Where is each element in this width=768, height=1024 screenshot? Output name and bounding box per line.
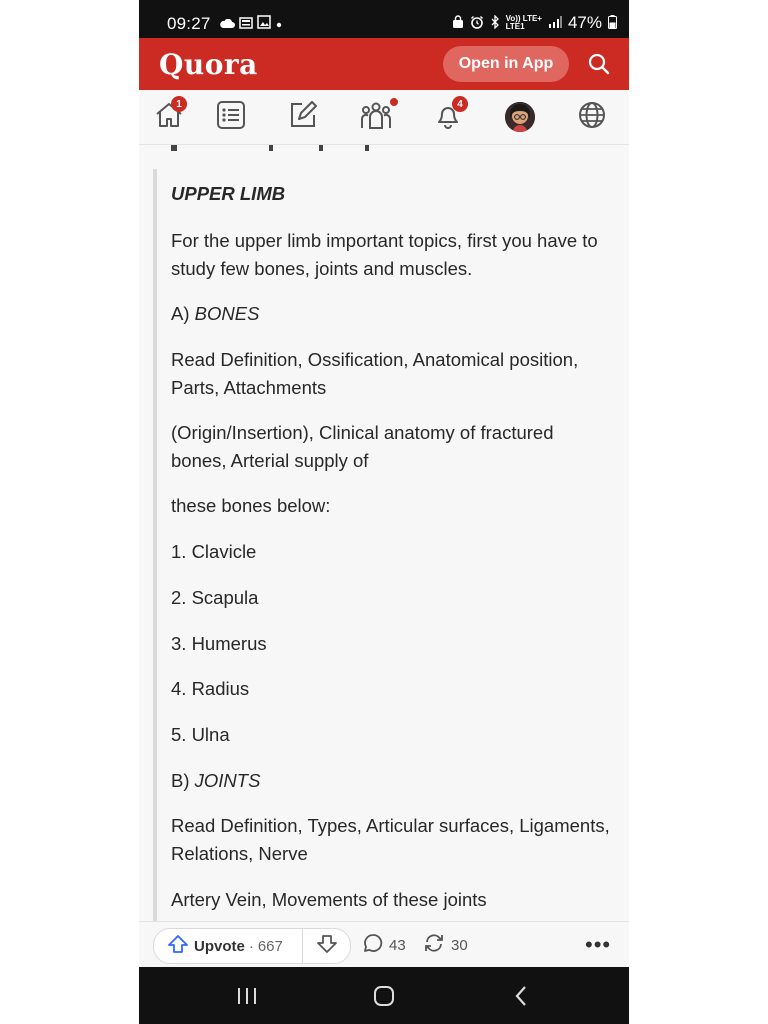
bones-heading bbox=[171, 300, 611, 328]
list-item: 2. Scapula bbox=[171, 587, 259, 608]
battery-percent: 47% bbox=[567, 13, 602, 32]
tab-answer[interactable] bbox=[273, 90, 333, 144]
joints-paragraph-1: Read Definition, Types, Articular surfaces, Ligaments, Relations, Nerve bbox=[171, 815, 610, 864]
status-bar bbox=[139, 0, 629, 40]
system-nav-bar bbox=[139, 967, 629, 1024]
joints-prefix: B) bbox=[171, 770, 195, 791]
comment-icon bbox=[363, 933, 383, 957]
back-icon[interactable] bbox=[501, 981, 541, 1011]
joints-title: JOINTS bbox=[194, 770, 261, 791]
joints-paragraph-2: Artery Vein, Movements of these joints bbox=[171, 889, 487, 910]
quora-logo[interactable]: Quora bbox=[159, 48, 258, 81]
shares-count: 30 bbox=[451, 936, 468, 954]
open-in-app-button[interactable]: Open in App bbox=[443, 46, 569, 82]
upvote-separator: · bbox=[248, 937, 254, 955]
upvote-button[interactable] bbox=[154, 929, 302, 963]
tab-bar bbox=[139, 90, 629, 145]
intro-paragraph: For the upper limb important topics, first you have to study few bones, joints and muscles. bbox=[171, 230, 598, 279]
tab-following[interactable] bbox=[201, 90, 261, 144]
action-bar bbox=[139, 921, 629, 968]
spaces-dot bbox=[390, 98, 398, 106]
answer-content bbox=[139, 145, 629, 921]
news-icon bbox=[239, 16, 253, 34]
cloud-icon bbox=[219, 16, 235, 34]
signal-icon bbox=[548, 16, 562, 31]
joints-heading bbox=[171, 767, 611, 795]
comments-button[interactable] bbox=[363, 928, 406, 962]
list-item: 5. Ulna bbox=[171, 724, 230, 745]
status-left-icons bbox=[219, 15, 283, 34]
app-header bbox=[139, 38, 629, 90]
recent-apps-icon[interactable] bbox=[227, 981, 267, 1011]
upvote-count: 667 bbox=[257, 937, 283, 955]
people-icon bbox=[360, 101, 392, 134]
search-icon[interactable] bbox=[587, 52, 611, 76]
upvote-label: Upvote bbox=[194, 937, 245, 955]
list-item: 1. Clavicle bbox=[171, 541, 257, 562]
phone-screen bbox=[139, 0, 629, 1024]
status-time: 09:27 bbox=[167, 14, 211, 33]
section-heading: UPPER LIMB bbox=[171, 183, 286, 204]
tab-languages[interactable] bbox=[562, 90, 622, 144]
tab-notifications[interactable] bbox=[418, 90, 478, 144]
network-label: Vo)) LTE+ LTE1 bbox=[505, 14, 542, 31]
list-item: 3. Humerus bbox=[171, 633, 267, 654]
gallery-icon bbox=[257, 15, 271, 34]
battery-icon bbox=[608, 15, 617, 32]
blockquote-bar bbox=[153, 169, 157, 921]
downvote-button[interactable] bbox=[304, 929, 350, 963]
bones-title: BONES bbox=[194, 303, 260, 324]
list-icon bbox=[216, 101, 246, 134]
dot-icon bbox=[275, 16, 283, 34]
globe-icon bbox=[577, 100, 607, 135]
home-badge: 1 bbox=[171, 96, 187, 112]
more-options-icon[interactable]: ••• bbox=[585, 932, 612, 957]
tab-home[interactable] bbox=[139, 90, 199, 144]
bones-paragraph-1: Read Definition, Ossification, Anatomical position, Parts, Attachments bbox=[171, 349, 579, 398]
list-item: 4. Radius bbox=[171, 678, 250, 699]
tab-spaces[interactable] bbox=[346, 90, 406, 144]
tab-profile[interactable] bbox=[490, 90, 550, 144]
lock-icon bbox=[452, 15, 464, 31]
vote-divider bbox=[302, 929, 303, 963]
status-right-icons bbox=[452, 13, 617, 33]
bones-paragraph-2: (Origin/Insertion), Clinical anatomy of fractured bones, Arterial supply of bbox=[171, 422, 554, 471]
bones-prefix: A) bbox=[171, 303, 195, 324]
alarm-icon bbox=[470, 15, 484, 32]
share-button[interactable] bbox=[423, 928, 468, 962]
upvote-arrow-icon bbox=[168, 935, 188, 957]
vote-pill bbox=[153, 928, 351, 964]
edit-icon bbox=[288, 101, 318, 134]
comments-count: 43 bbox=[389, 936, 406, 954]
bluetooth-icon bbox=[490, 15, 500, 32]
avatar bbox=[505, 102, 535, 132]
downvote-arrow-icon bbox=[317, 935, 337, 958]
reshare-icon bbox=[423, 933, 445, 957]
home-button-icon[interactable] bbox=[364, 981, 404, 1011]
notifications-badge: 4 bbox=[452, 96, 468, 112]
bones-paragraph-3: these bones below: bbox=[171, 495, 331, 516]
cut-off-text bbox=[171, 145, 401, 160]
